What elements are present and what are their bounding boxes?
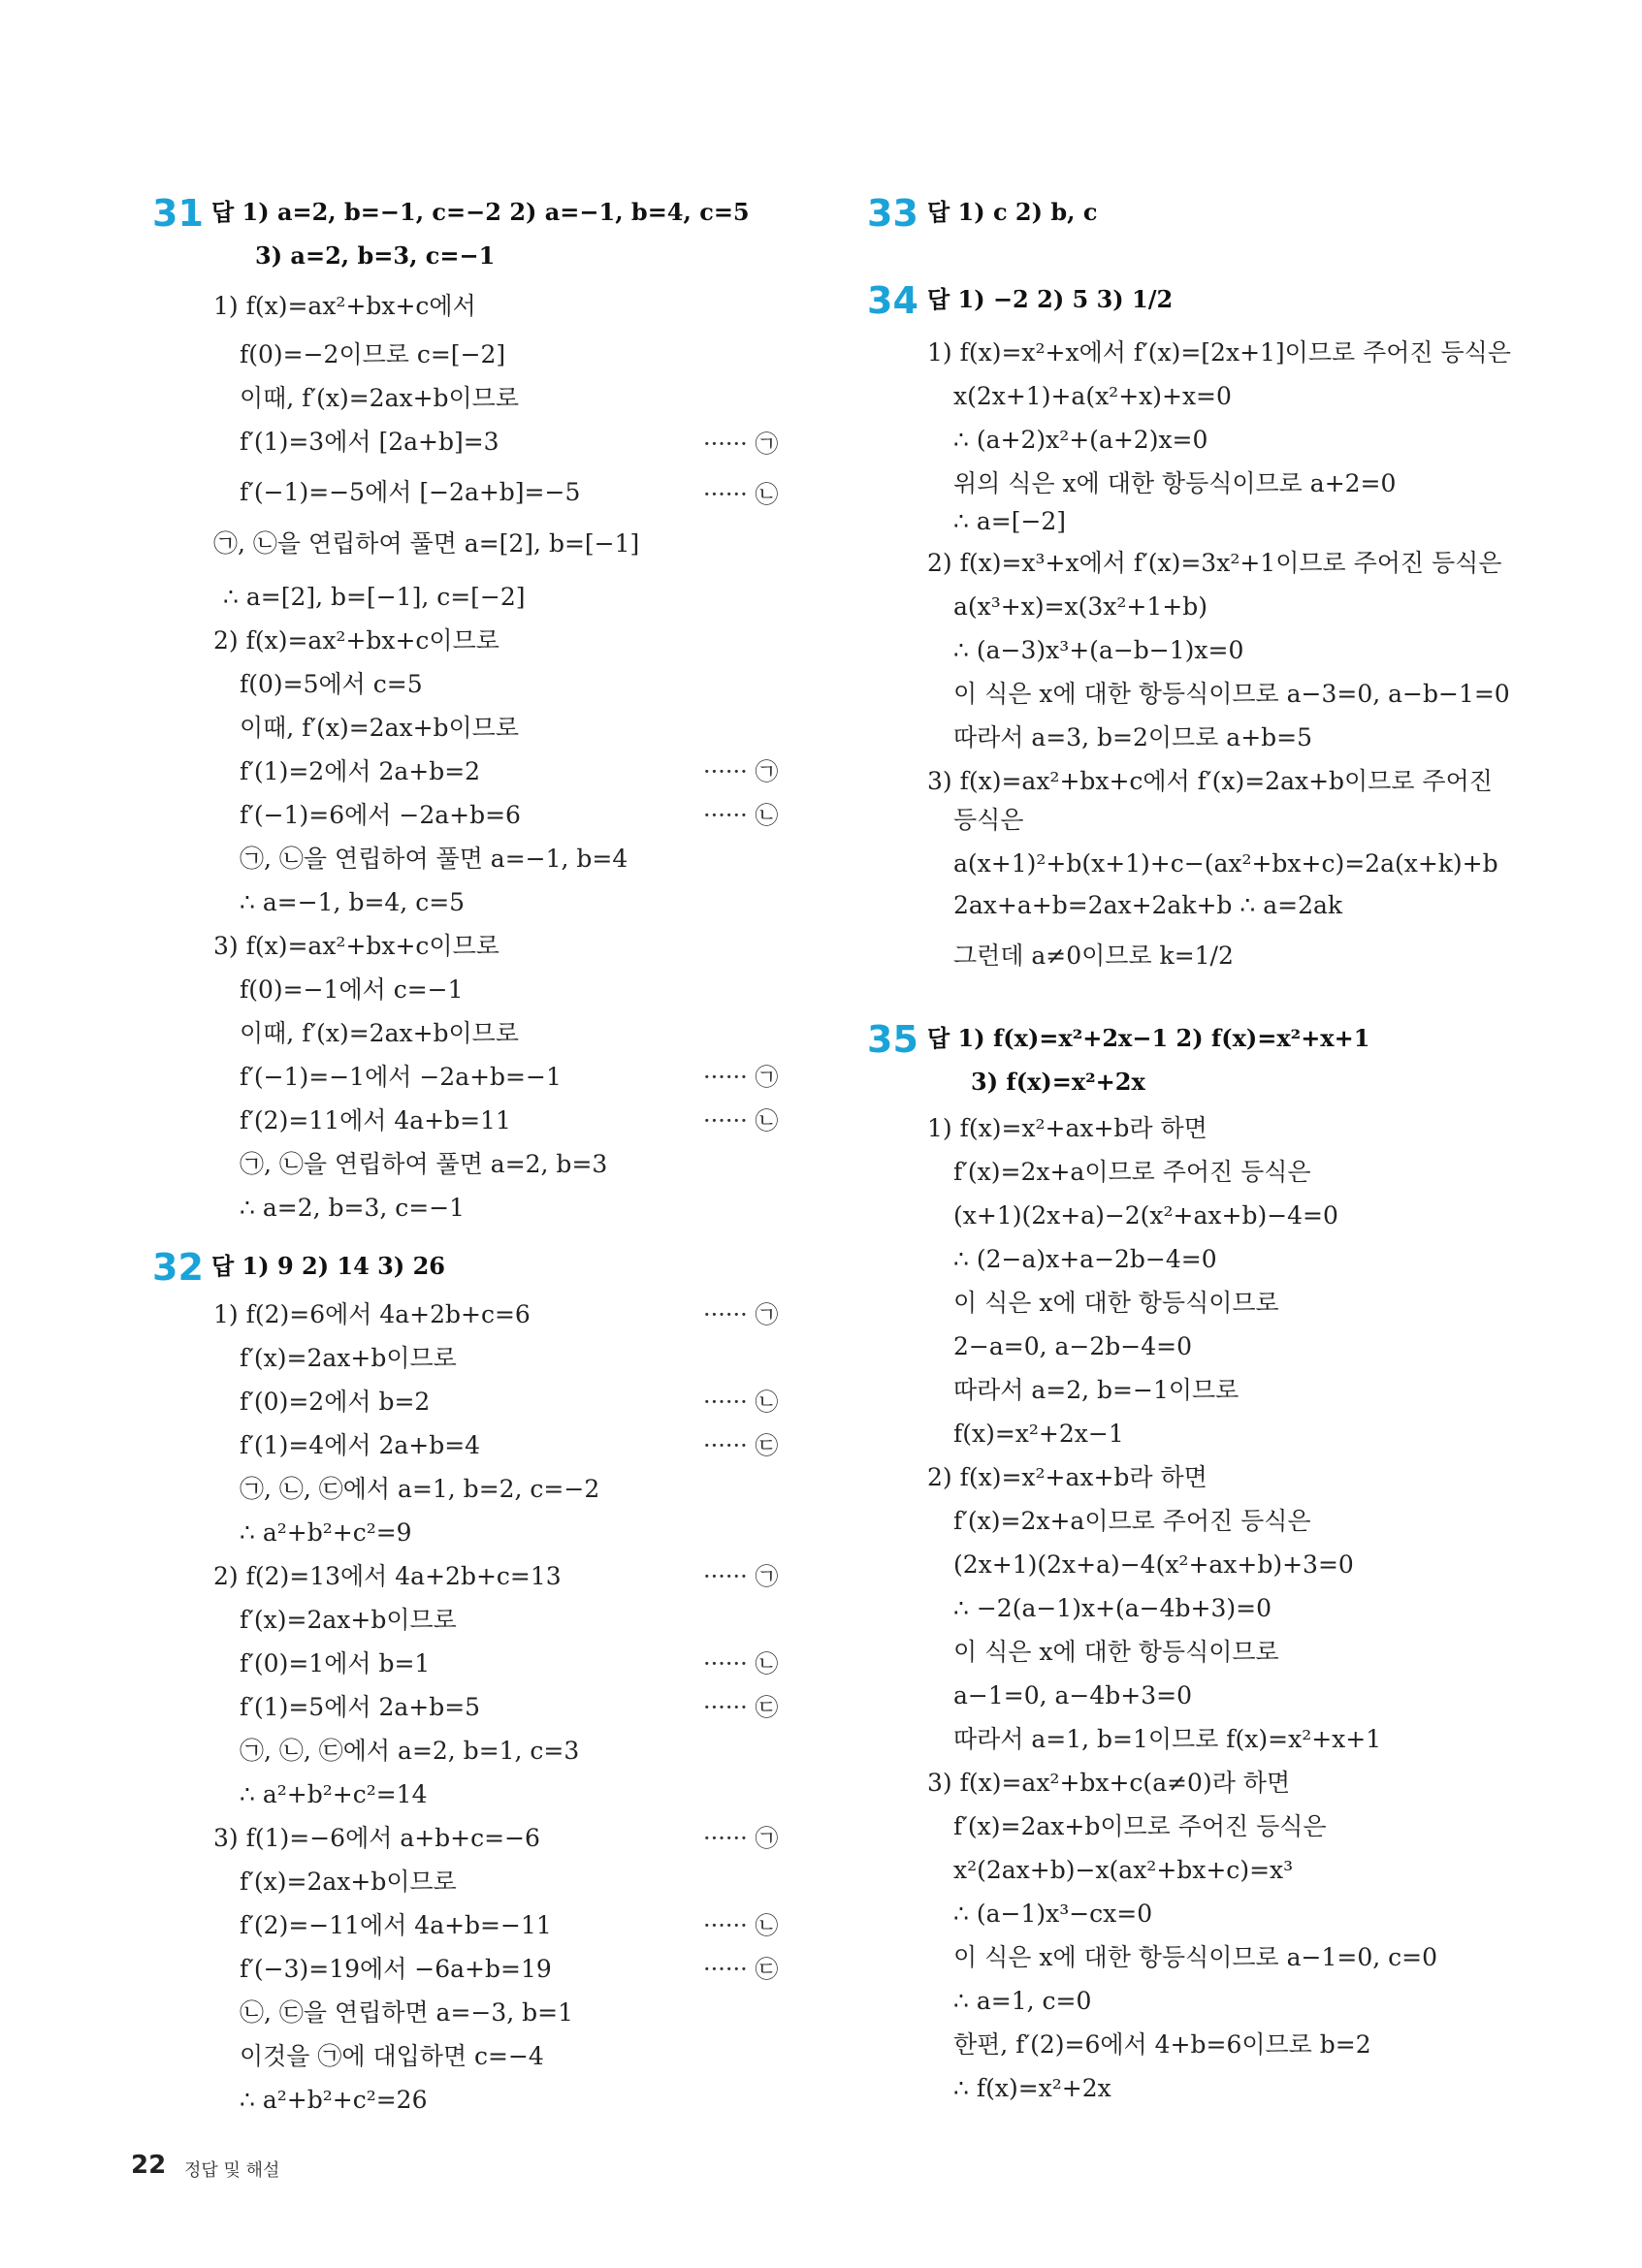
sol-32-line: ∴ a²+b²+c²=9 bbox=[240, 1518, 412, 1547]
sol-35-line: (x+1)(2x+a)−2(x²+ax+b)−4=0 bbox=[953, 1201, 1338, 1230]
sol-35-line: f′(x)=2x+a이므로 주어진 등식은 bbox=[953, 1158, 1311, 1186]
page-number: 22 bbox=[131, 2151, 167, 2180]
sol-35-line: 따라서 a=1, b=1이므로 f(x)=x²+x+1 bbox=[953, 1725, 1382, 1753]
sol-32-line: f′(x)=2ax+b이므로 bbox=[240, 1868, 457, 1896]
problem-number-31: 31 bbox=[152, 192, 204, 235]
sol-32-line: ∴ a²+b²+c²=14 bbox=[240, 1780, 428, 1808]
sol-31-line: f′(1)=2에서 2a+b=2 bbox=[240, 757, 481, 785]
sol-32-line: f′(1)=5에서 2a+b=5 bbox=[240, 1693, 481, 1721]
sol-31-line: 1) f(x)=ax²+bx+c에서 bbox=[213, 292, 476, 320]
sol-35-line: f′(x)=2ax+b이므로 주어진 등식은 bbox=[953, 1812, 1327, 1840]
sol-34-line: ∴ a=[−2] bbox=[953, 507, 1067, 535]
sol-34-line: 이 식은 x에 대한 항등식이므로 a−3=0, a−b−1=0 bbox=[953, 680, 1510, 708]
sol-34-line: 따라서 a=3, b=2이므로 a+b=5 bbox=[953, 723, 1313, 751]
sol-35-line: 이 식은 x에 대한 항등식이므로 a−1=0, c=0 bbox=[953, 1943, 1437, 1971]
sol-31-line: ∴ a=−1, b=4, c=5 bbox=[240, 888, 466, 916]
sol-31-line: f′(−1)=−5에서 [−2a+b]=−5 bbox=[240, 478, 581, 506]
sol-35-line: (2x+1)(2x+a)−4(x²+ax+b)+3=0 bbox=[953, 1550, 1354, 1579]
sol-31-line: ㉠, ㉡을 연립하여 풀면 a=−1, b=4 bbox=[240, 845, 628, 873]
sol-32-line: f′(0)=1에서 b=1 bbox=[240, 1649, 431, 1677]
answer-35-line2: 3) f(x)=x²+2x bbox=[971, 1068, 1145, 1096]
sol-31-line: 2) f(x)=ax²+bx+c이므로 bbox=[213, 626, 499, 655]
sol-32-line: 2) f(2)=13에서 4a+2b+c=13 bbox=[213, 1562, 562, 1590]
sol-32-line: ㉡, ㉢을 연립하면 a=−3, b=1 bbox=[240, 1998, 573, 2027]
sol-32-line: 1) f(2)=6에서 4a+2b+c=6 bbox=[213, 1300, 531, 1328]
sol-34-line: a(x+1)²+b(x+1)+c−(ax²+bx+c)=2a(x+k)+b bbox=[953, 849, 1498, 878]
sol-32-line: f′(x)=2ax+b이므로 bbox=[240, 1344, 457, 1372]
marker-31: ······ ㉡ bbox=[703, 481, 779, 508]
problem-number-32: 32 bbox=[152, 1246, 204, 1289]
sol-31-line: f′(1)=3에서 [2a+b]=3 bbox=[240, 428, 499, 456]
sol-34-line: 2ax+a+b=2ax+2ak+b ∴ a=2ak bbox=[953, 891, 1343, 919]
sol-32-line: f′(x)=2ax+b이므로 bbox=[240, 1606, 457, 1634]
sol-34-line: x(2x+1)+a(x²+x)+x=0 bbox=[953, 382, 1232, 410]
sol-32-line: f′(1)=4에서 2a+b=4 bbox=[240, 1431, 481, 1459]
sol-32-line: f′(0)=2에서 b=2 bbox=[240, 1388, 431, 1416]
sol-34-line: 1) f(x)=x²+x에서 f′(x)=[2x+1]이므로 주어진 등식은 bbox=[927, 338, 1511, 367]
sol-31-line: f(0)=−1에서 c=−1 bbox=[240, 975, 464, 1004]
marker-32: ······ ㉢ bbox=[703, 1694, 779, 1721]
sol-35-line: 2−a=0, a−2b−4=0 bbox=[953, 1332, 1192, 1360]
sol-35-line: a−1=0, a−4b+3=0 bbox=[953, 1681, 1192, 1709]
problem-number-33: 33 bbox=[867, 192, 918, 235]
sol-34-line: 등식은 bbox=[953, 806, 1024, 834]
sol-32-line: ㉠, ㉡, ㉢에서 a=1, b=2, c=−2 bbox=[240, 1475, 600, 1503]
footer-title: 정답 및 해설 bbox=[184, 2160, 280, 2181]
marker-31: ······ ㉠ bbox=[703, 1064, 779, 1091]
sol-35-line: x²(2ax+b)−x(ax²+bx+c)=x³ bbox=[953, 1856, 1294, 1884]
sol-31-line: ㉠, ㉡을 연립하여 풀면 a=[2], b=[−1] bbox=[213, 529, 640, 558]
answer-34-line1: 답 1) −2 2) 5 3) 1/2 bbox=[927, 285, 1174, 313]
marker-32: ······ ㉡ bbox=[703, 1912, 779, 1939]
sol-31-line: f(0)=5에서 c=5 bbox=[240, 670, 423, 698]
sol-32-line: 이것을 ㉠에 대입하면 c=−4 bbox=[240, 2042, 544, 2070]
marker-32: ······ ㉠ bbox=[703, 1563, 779, 1590]
problem-number-35: 35 bbox=[867, 1018, 918, 1061]
answer-31-line1: 답 1) a=2, b=−1, c=−2 2) a=−1, b=4, c=5 bbox=[211, 198, 750, 226]
sol-31-line: f′(−1)=−1에서 −2a+b=−1 bbox=[240, 1063, 562, 1091]
sol-35-line: 3) f(x)=ax²+bx+c(a≠0)라 하면 bbox=[927, 1769, 1291, 1797]
sol-35-line: 이 식은 x에 대한 항등식이므로 bbox=[953, 1289, 1279, 1317]
marker-31: ······ ㉠ bbox=[703, 758, 779, 785]
sol-35-line: ∴ a=1, c=0 bbox=[953, 1987, 1092, 2015]
marker-32: ······ ㉢ bbox=[703, 1432, 779, 1459]
sol-34-line: 위의 식은 x에 대한 항등식이므로 a+2=0 bbox=[953, 469, 1397, 497]
sol-34-line: ∴ (a+2)x²+(a+2)x=0 bbox=[953, 426, 1208, 454]
marker-32: ······ ㉡ bbox=[703, 1650, 779, 1677]
marker-32: ······ ㉡ bbox=[703, 1389, 779, 1416]
sol-32-line: f′(−3)=19에서 −6a+b=19 bbox=[240, 1955, 552, 1983]
sol-35-line: f′(x)=2x+a이므로 주어진 등식은 bbox=[953, 1507, 1311, 1535]
marker-32: ······ ㉠ bbox=[703, 1825, 779, 1852]
sol-32-line: 3) f(1)=−6에서 a+b+c=−6 bbox=[213, 1824, 540, 1852]
sol-31-line: f(0)=−2이므로 c=[−2] bbox=[240, 340, 506, 368]
marker-32: ······ ㉢ bbox=[703, 1956, 779, 1983]
sol-35-line: 이 식은 x에 대한 항등식이므로 bbox=[953, 1638, 1279, 1666]
marker-31: ······ ㉠ bbox=[703, 431, 779, 458]
sol-35-line: ∴ −2(a−1)x+(a−4b+3)=0 bbox=[953, 1594, 1272, 1622]
sol-35-line: ∴ (2−a)x+a−2b−4=0 bbox=[953, 1245, 1217, 1273]
sol-34-line: a(x³+x)=x(3x²+1+b) bbox=[953, 592, 1207, 621]
sol-31-line: ∴ a=[2], b=[−1], c=[−2] bbox=[223, 583, 526, 611]
problem-number-34: 34 bbox=[867, 279, 918, 322]
sol-32-line: ∴ a²+b²+c²=26 bbox=[240, 2086, 428, 2114]
sol-35-line: 한편, f′(2)=6에서 4+b=6이므로 b=2 bbox=[953, 2030, 1371, 2059]
sol-35-line: 2) f(x)=x²+ax+b라 하면 bbox=[927, 1463, 1207, 1491]
sol-31-line: f′(2)=11에서 4a+b=11 bbox=[240, 1106, 511, 1134]
sol-32-line: ㉠, ㉡, ㉢에서 a=2, b=1, c=3 bbox=[240, 1737, 580, 1765]
sol-31-line: ㉠, ㉡을 연립하여 풀면 a=2, b=3 bbox=[240, 1150, 608, 1178]
sol-32-line: f′(2)=−11에서 4a+b=−11 bbox=[240, 1911, 552, 1939]
sol-31-line: 이때, f′(x)=2ax+b이므로 bbox=[240, 714, 519, 742]
marker-31: ······ ㉡ bbox=[703, 802, 779, 829]
sol-31-line: ∴ a=2, b=3, c=−1 bbox=[240, 1194, 466, 1222]
sol-35-line: f(x)=x²+2x−1 bbox=[953, 1420, 1124, 1448]
answer-31-line2: 3) a=2, b=3, c=−1 bbox=[255, 241, 496, 270]
sol-35-line: 1) f(x)=x²+ax+b라 하면 bbox=[927, 1114, 1207, 1142]
sol-35-line: ∴ f(x)=x²+2x bbox=[953, 2074, 1111, 2102]
answer-33-line1: 답 1) c 2) b, c bbox=[927, 198, 1098, 226]
sol-34-line: 그런데 a≠0이므로 k=1/2 bbox=[953, 942, 1234, 970]
sol-34-line: 2) f(x)=x³+x에서 f′(x)=3x²+1이므로 주어진 등식은 bbox=[927, 549, 1502, 577]
sol-31-line: 3) f(x)=ax²+bx+c이므로 bbox=[213, 932, 499, 960]
marker-31: ······ ㉡ bbox=[703, 1107, 779, 1134]
sol-34-line: 3) f(x)=ax²+bx+c에서 f′(x)=2ax+b이므로 주어진 bbox=[927, 767, 1493, 795]
sol-35-line: ∴ (a−1)x³−cx=0 bbox=[953, 1900, 1153, 1928]
sol-35-line: 따라서 a=2, b=−1이므로 bbox=[953, 1376, 1240, 1404]
sol-31-line: f′(−1)=6에서 −2a+b=6 bbox=[240, 801, 521, 829]
sol-31-line: 이때, f′(x)=2ax+b이므로 bbox=[240, 384, 519, 412]
answer-35-line1: 답 1) f(x)=x²+2x−1 2) f(x)=x²+x+1 bbox=[927, 1024, 1370, 1052]
sol-34-line: ∴ (a−3)x³+(a−b−1)x=0 bbox=[953, 636, 1244, 664]
answer-32-line1: 답 1) 9 2) 14 3) 26 bbox=[211, 1252, 445, 1280]
sol-31-line: 이때, f′(x)=2ax+b이므로 bbox=[240, 1019, 519, 1047]
marker-32: ······ ㉠ bbox=[703, 1301, 779, 1328]
